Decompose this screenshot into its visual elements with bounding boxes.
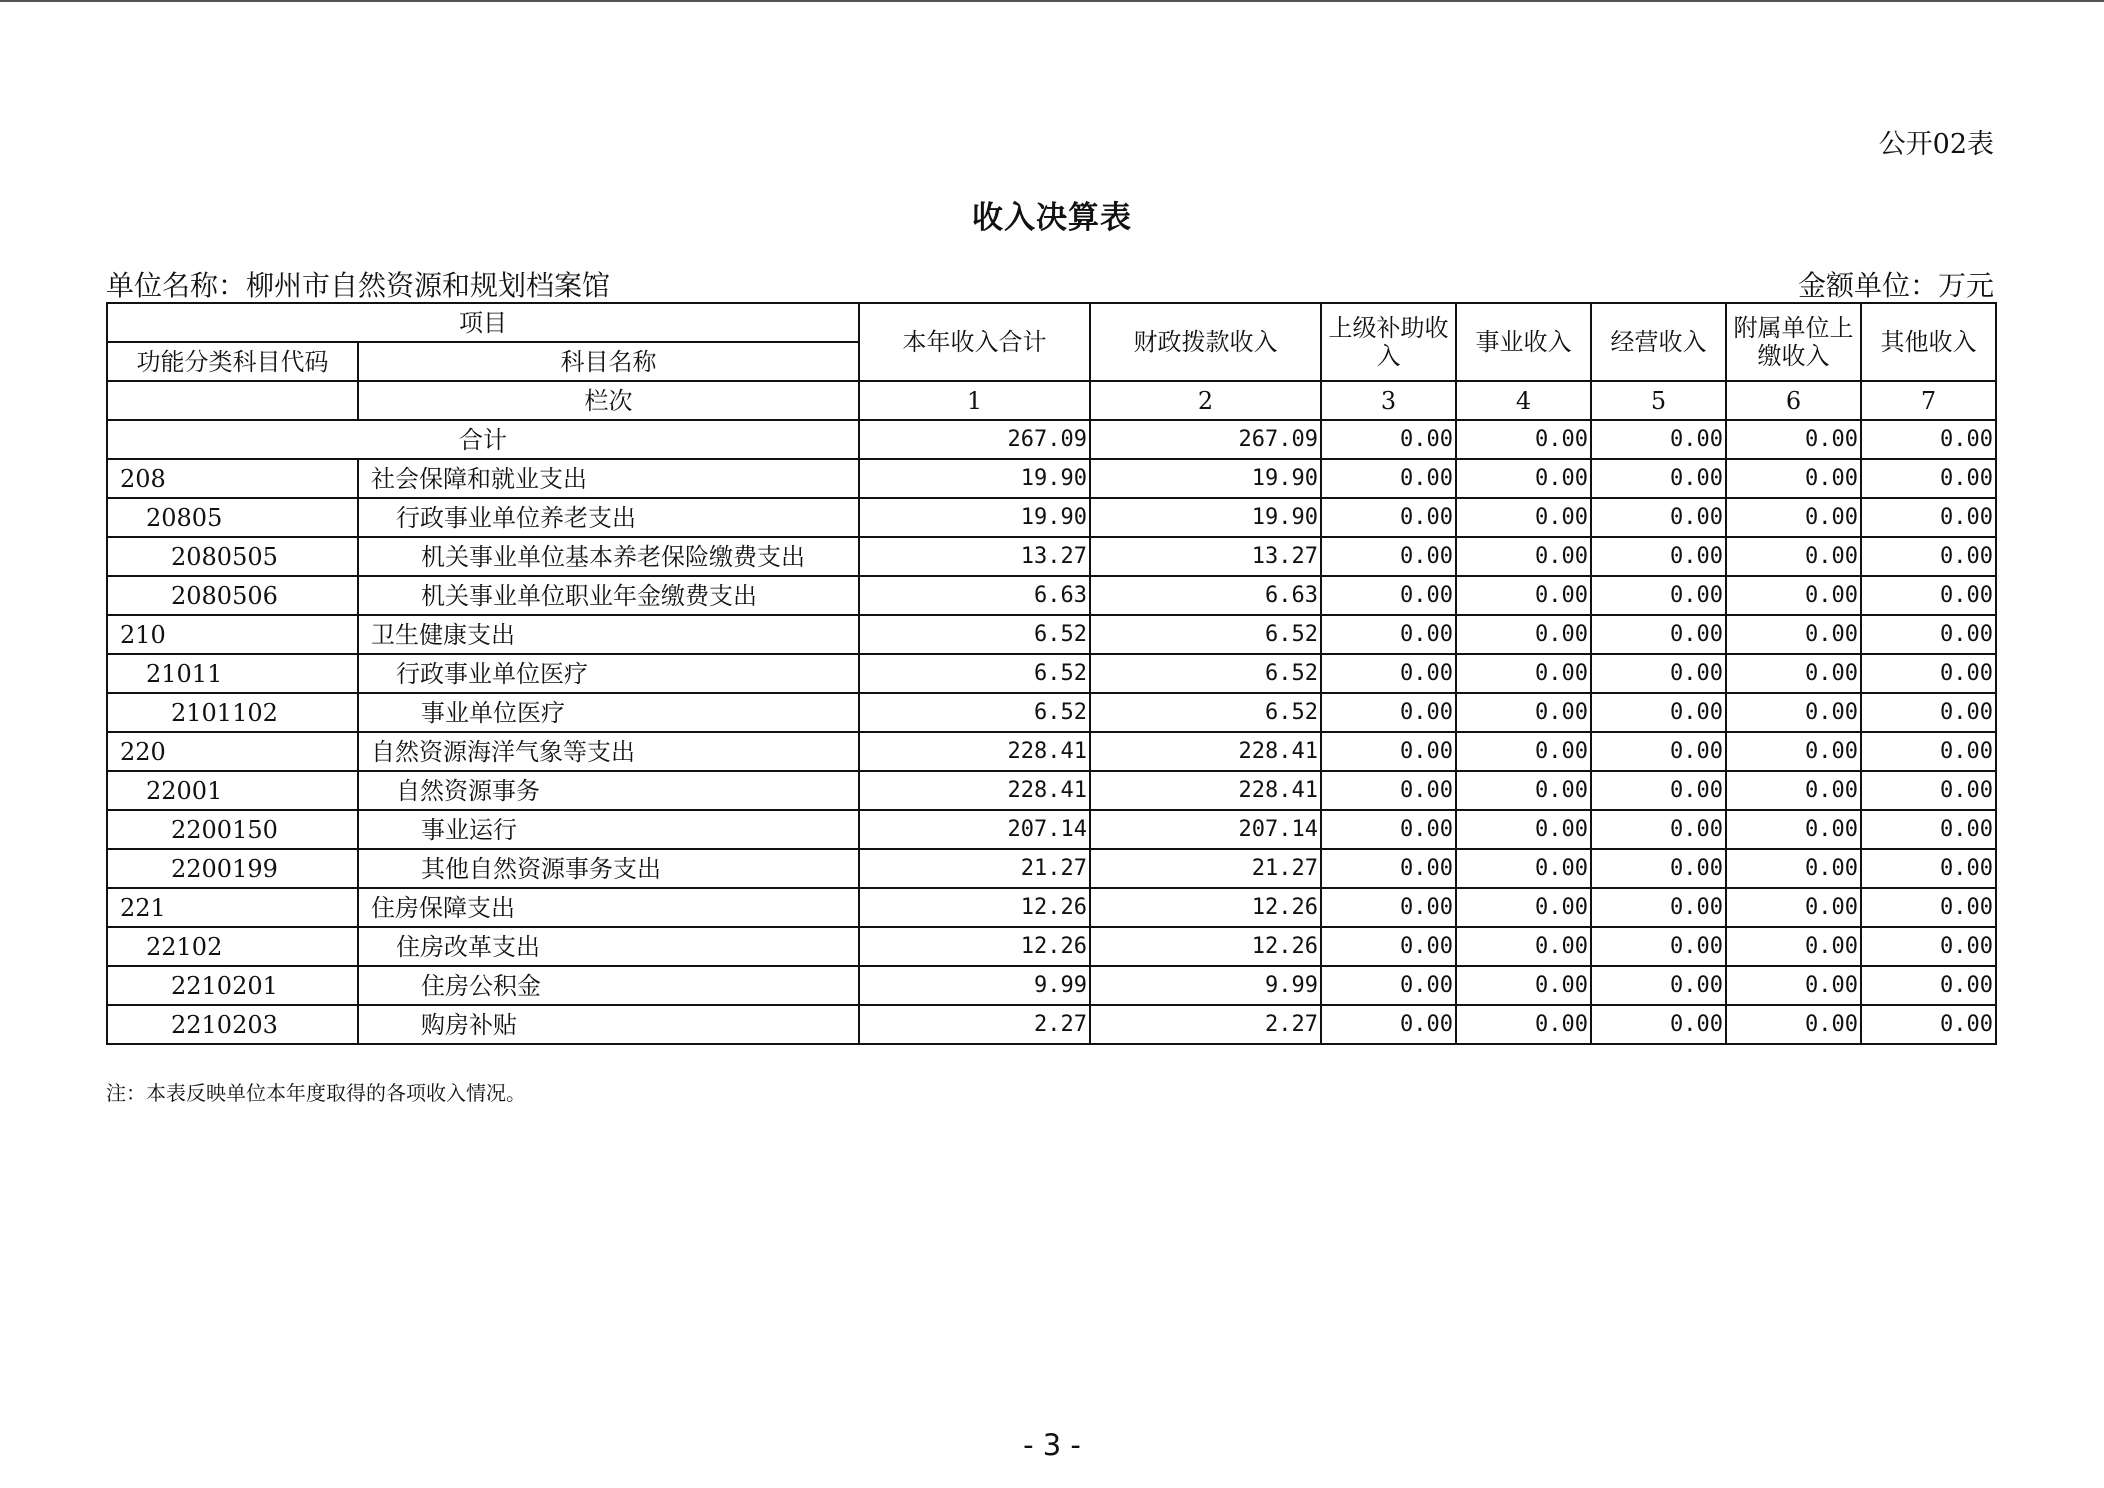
sequence-label: 栏次	[358, 381, 859, 420]
row-value: 0.00	[1456, 771, 1591, 810]
form-code: 公开02表	[1878, 129, 1994, 160]
row-value: 0.00	[1321, 537, 1456, 576]
row-value: 207.14	[1090, 810, 1321, 849]
row-value: 0.00	[1321, 810, 1456, 849]
row-value: 0.00	[1726, 927, 1861, 966]
row-value: 228.41	[1090, 732, 1321, 771]
header-row-1	[107, 303, 1996, 342]
sequence-no: 5	[1591, 381, 1726, 420]
row-value: 0.00	[1456, 966, 1591, 1005]
table-row	[107, 732, 1996, 771]
row-value: 0.00	[1726, 537, 1861, 576]
header-col-7: 其他收入	[1861, 303, 1996, 381]
row-value: 0.00	[1591, 888, 1726, 927]
row-name: 自然资源事务	[358, 771, 859, 810]
table-row	[107, 459, 1996, 498]
row-value: 0.00	[1726, 888, 1861, 927]
row-value: 0.00	[1321, 615, 1456, 654]
row-value: 0.00	[1591, 537, 1726, 576]
row-value: 0.00	[1591, 654, 1726, 693]
table-row	[107, 693, 1996, 732]
sequence-row	[107, 381, 1996, 420]
row-value: 0.00	[1321, 849, 1456, 888]
row-value: 0.00	[1456, 732, 1591, 771]
row-value: 0.00	[1591, 966, 1726, 1005]
row-value: 0.00	[1591, 615, 1726, 654]
total-row	[107, 420, 1996, 459]
row-value: 207.14	[859, 810, 1090, 849]
row-value: 0.00	[1861, 459, 1996, 498]
table-note: 注：本表反映单位本年度取得的各项收入情况。	[106, 1081, 526, 1105]
row-value: 0.00	[1861, 498, 1996, 537]
header-name: 科目名称	[358, 342, 859, 381]
row-value: 0.00	[1861, 537, 1996, 576]
row-value: 0.00	[1726, 1005, 1861, 1044]
row-value: 0.00	[1456, 1005, 1591, 1044]
row-value: 0.00	[1861, 1005, 1996, 1044]
header-col-6: 附属单位上缴收入	[1726, 303, 1861, 381]
table-row	[107, 810, 1996, 849]
header-col-5: 经营收入	[1591, 303, 1726, 381]
row-name: 事业运行	[358, 810, 859, 849]
total-value: 0.00	[1321, 420, 1456, 459]
row-value: 6.52	[1090, 693, 1321, 732]
row-value: 0.00	[1591, 927, 1726, 966]
row-value: 0.00	[1726, 576, 1861, 615]
row-value: 0.00	[1726, 810, 1861, 849]
row-value: 2.27	[1090, 1005, 1321, 1044]
row-code: 22001	[107, 771, 358, 810]
row-value: 6.63	[859, 576, 1090, 615]
row-value: 0.00	[1591, 693, 1726, 732]
row-value: 12.26	[1090, 888, 1321, 927]
row-value: 0.00	[1726, 615, 1861, 654]
row-value: 12.26	[859, 927, 1090, 966]
row-value: 0.00	[1456, 693, 1591, 732]
row-value: 0.00	[1456, 927, 1591, 966]
page-top-border	[0, 0, 2104, 2]
row-value: 12.26	[859, 888, 1090, 927]
page-number: - 3 -	[1023, 1428, 1081, 1462]
row-value: 0.00	[1321, 576, 1456, 615]
row-name: 机关事业单位职业年金缴费支出	[358, 576, 859, 615]
row-value: 6.52	[1090, 615, 1321, 654]
sequence-blank-cell	[107, 381, 358, 420]
sequence-no: 1	[859, 381, 1090, 420]
table-row	[107, 615, 1996, 654]
row-value: 0.00	[1591, 771, 1726, 810]
sequence-no: 6	[1726, 381, 1861, 420]
income-table	[106, 302, 1997, 1045]
row-value: 0.00	[1726, 732, 1861, 771]
row-value: 0.00	[1321, 732, 1456, 771]
row-code: 2200150	[107, 810, 358, 849]
row-code: 221	[107, 888, 358, 927]
total-value: 0.00	[1861, 420, 1996, 459]
row-value: 19.90	[859, 498, 1090, 537]
table-row	[107, 498, 1996, 537]
row-value: 12.26	[1090, 927, 1321, 966]
table-row	[107, 654, 1996, 693]
row-value: 0.00	[1726, 693, 1861, 732]
row-value: 0.00	[1591, 459, 1726, 498]
row-value: 0.00	[1591, 732, 1726, 771]
row-value: 0.00	[1861, 966, 1996, 1005]
sequence-no: 7	[1861, 381, 1996, 420]
row-value: 0.00	[1456, 459, 1591, 498]
row-code: 210	[107, 615, 358, 654]
row-value: 0.00	[1321, 498, 1456, 537]
table-row	[107, 927, 1996, 966]
row-value: 9.99	[859, 966, 1090, 1005]
row-value: 0.00	[1321, 1005, 1456, 1044]
row-value: 19.90	[1090, 459, 1321, 498]
sequence-no: 4	[1456, 381, 1591, 420]
row-value: 19.90	[1090, 498, 1321, 537]
header-col-1: 本年收入合计	[859, 303, 1090, 381]
row-value: 0.00	[1861, 654, 1996, 693]
total-label: 合计	[107, 420, 859, 459]
row-value: 0.00	[1321, 771, 1456, 810]
header-col-2: 财政拨款收入	[1090, 303, 1321, 381]
row-value: 0.00	[1861, 693, 1996, 732]
row-value: 21.27	[1090, 849, 1321, 888]
row-value: 0.00	[1726, 498, 1861, 537]
money-unit: 金额单位：万元	[1797, 269, 1994, 302]
row-value: 13.27	[859, 537, 1090, 576]
sequence-no: 3	[1321, 381, 1456, 420]
row-value: 0.00	[1726, 654, 1861, 693]
row-code: 2080505	[107, 537, 358, 576]
row-value: 6.52	[859, 654, 1090, 693]
page-title: 收入决算表	[972, 200, 1132, 236]
row-value: 228.41	[859, 771, 1090, 810]
row-value: 0.00	[1591, 1005, 1726, 1044]
header-col-4: 事业收入	[1456, 303, 1591, 381]
row-value: 228.41	[859, 732, 1090, 771]
table-row	[107, 576, 1996, 615]
row-value: 0.00	[1456, 537, 1591, 576]
row-name: 机关事业单位基本养老保险缴费支出	[358, 537, 859, 576]
row-code: 220	[107, 732, 358, 771]
row-value: 0.00	[1861, 732, 1996, 771]
row-value: 0.00	[1456, 849, 1591, 888]
row-code: 2200199	[107, 849, 358, 888]
row-value: 0.00	[1726, 459, 1861, 498]
row-value: 0.00	[1861, 849, 1996, 888]
sequence-no: 2	[1090, 381, 1321, 420]
row-name: 卫生健康支出	[358, 615, 859, 654]
row-code: 2101102	[107, 693, 358, 732]
row-name: 住房改革支出	[358, 927, 859, 966]
header-code: 功能分类科目代码	[107, 342, 358, 381]
row-value: 0.00	[1726, 771, 1861, 810]
row-value: 0.00	[1321, 888, 1456, 927]
row-name: 自然资源海洋气象等支出	[358, 732, 859, 771]
row-value: 6.63	[1090, 576, 1321, 615]
row-code: 2080506	[107, 576, 358, 615]
row-value: 0.00	[1861, 576, 1996, 615]
row-value: 0.00	[1321, 927, 1456, 966]
row-name: 购房补贴	[358, 1005, 859, 1044]
row-value: 0.00	[1321, 654, 1456, 693]
row-code: 2210203	[107, 1005, 358, 1044]
row-name: 住房保障支出	[358, 888, 859, 927]
table-row	[107, 966, 1996, 1005]
row-value: 0.00	[1861, 927, 1996, 966]
header-item: 项目	[107, 303, 859, 342]
row-value: 6.52	[859, 693, 1090, 732]
row-value: 0.00	[1861, 810, 1996, 849]
total-value: 267.09	[1090, 420, 1321, 459]
row-code: 20805	[107, 498, 358, 537]
row-value: 228.41	[1090, 771, 1321, 810]
table-row	[107, 888, 1996, 927]
row-name: 事业单位医疗	[358, 693, 859, 732]
row-code: 208	[107, 459, 358, 498]
row-code: 2210201	[107, 966, 358, 1005]
row-value: 0.00	[1591, 498, 1726, 537]
table-row	[107, 537, 1996, 576]
row-value: 2.27	[859, 1005, 1090, 1044]
total-value: 0.00	[1456, 420, 1591, 459]
total-value: 267.09	[859, 420, 1090, 459]
row-value: 0.00	[1591, 810, 1726, 849]
table-row	[107, 771, 1996, 810]
row-value: 0.00	[1456, 615, 1591, 654]
table-row	[107, 849, 1996, 888]
row-value: 0.00	[1456, 810, 1591, 849]
row-value: 0.00	[1456, 888, 1591, 927]
row-code: 22102	[107, 927, 358, 966]
row-value: 19.90	[859, 459, 1090, 498]
row-value: 0.00	[1321, 693, 1456, 732]
row-value: 0.00	[1456, 498, 1591, 537]
row-value: 0.00	[1861, 888, 1996, 927]
total-value: 0.00	[1726, 420, 1861, 459]
total-value: 0.00	[1591, 420, 1726, 459]
row-name: 住房公积金	[358, 966, 859, 1005]
unit-name: 单位名称：柳州市自然资源和规划档案馆	[106, 269, 611, 302]
row-value: 0.00	[1591, 576, 1726, 615]
header-col-3: 上级补助收入	[1321, 303, 1456, 381]
row-name: 其他自然资源事务支出	[358, 849, 859, 888]
row-code: 21011	[107, 654, 358, 693]
row-value: 0.00	[1726, 966, 1861, 1005]
row-value: 0.00	[1861, 771, 1996, 810]
row-value: 0.00	[1591, 849, 1726, 888]
row-name: 社会保障和就业支出	[358, 459, 859, 498]
row-value: 0.00	[1321, 966, 1456, 1005]
row-value: 0.00	[1456, 654, 1591, 693]
row-value: 6.52	[1090, 654, 1321, 693]
row-value: 0.00	[1861, 615, 1996, 654]
row-value: 0.00	[1321, 459, 1456, 498]
row-value: 0.00	[1456, 576, 1591, 615]
row-name: 行政事业单位养老支出	[358, 498, 859, 537]
row-value: 0.00	[1726, 849, 1861, 888]
row-value: 13.27	[1090, 537, 1321, 576]
row-value: 21.27	[859, 849, 1090, 888]
table-row	[107, 1005, 1996, 1044]
row-value: 6.52	[859, 615, 1090, 654]
row-name: 行政事业单位医疗	[358, 654, 859, 693]
row-value: 9.99	[1090, 966, 1321, 1005]
